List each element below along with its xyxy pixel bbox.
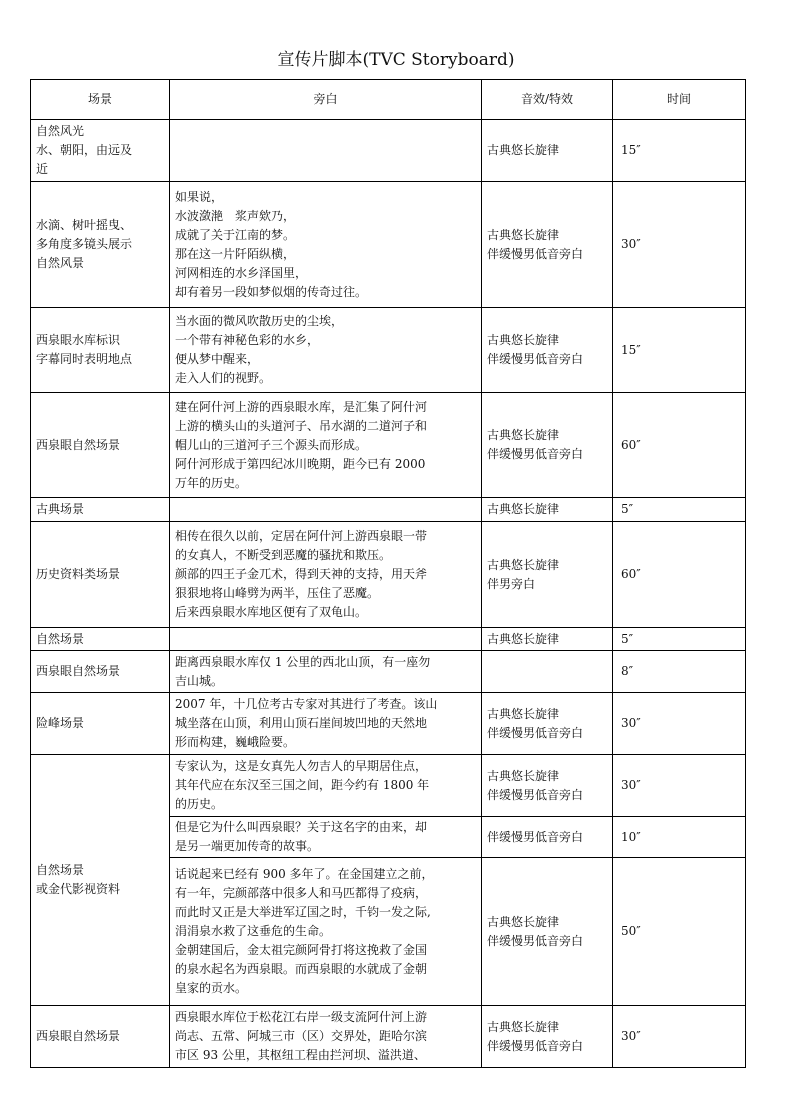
audio-cell-line: 伴缓慢男低音旁白 [487,725,584,740]
time-cell: 50″ [613,858,746,1006]
storyboard-table [30,79,746,1068]
narration-cell-line: 的泉水起名为西泉眼。而西泉眼的水就成了金朝 [175,962,428,976]
scene-cell-line: 西泉眼自然场景 [36,664,121,678]
table-row [31,120,746,182]
storyboard-body [31,120,746,1068]
audio-cell-line: 伴缓慢男低音旁白 [487,1038,584,1053]
audio-cell-line: 古典悠长旋律 [487,333,560,347]
narration-cell-line: 一个带有神秘色彩的水乡， [175,333,320,347]
time-cell: 60″ [613,393,746,498]
audio-cell-line: 伴缓慢男低音旁白 [487,447,584,461]
narration-cell-line: 距离西泉眼水库仅 1 公里的西北山顶，有一座勿 [175,654,431,669]
scene-cell [31,498,170,522]
audio-cell [482,182,613,308]
audio-cell-line: 古典悠长旋律 [487,631,560,646]
audio-cell-line: 伴缓慢男低音旁白 [487,829,584,844]
scene-cell [31,120,170,182]
narration-cell [170,120,482,182]
audio-cell [482,1006,613,1068]
narration-cell-line: 吉山城。 [175,673,224,688]
audio-cell [482,498,613,522]
narration-cell-line: 水波潋滟 浆声欸乃， [175,208,296,223]
narration-cell-line: 走入人们的视野。 [175,371,272,385]
narration-cell-line: 河网相连的水乡泽国里， [175,265,308,280]
scene-cell [31,522,170,628]
time-cell: 30″ [613,755,746,817]
scene-cell-line: 险峰场景 [36,716,85,730]
audio-cell [482,308,613,393]
audio-cell-line: 古典悠长旋律 [487,557,560,572]
narration-cell-line: 却有着另一段如梦似烟的传奇过往。 [175,284,368,299]
scene-cell-line: 自然风景 [36,256,85,270]
narration-cell-line: 西泉眼水库位于松花江右岸一级支流阿什河上游 [175,1010,428,1024]
narration-cell [170,498,482,522]
document-title: 宣传片脚本(TVC Storyboard) [277,50,515,70]
audio-cell-line: 伴缓慢男低音旁白 [487,352,584,366]
table-row [31,393,746,498]
header-scene: 场景 [31,80,170,120]
audio-cell-line: 古典悠长旋律 [487,428,560,442]
time-cell: 5″ [613,628,746,651]
narration-cell [170,693,482,755]
narration-cell-line: 皇家的贡水。 [175,981,248,995]
narration-cell-line: 话说起来已经有 900 多年了。在金国建立之前， [175,867,434,881]
narration-cell-line: 上游的横头山的头道河子、吊水湖的二道河子和 [175,418,428,433]
narration-cell-line: 尚志、五常、阿城三市（区）交界处，距哈尔滨 [175,1029,428,1043]
narration-cell-line: 后来西泉眼水库地区便有了双龟山。 [175,605,368,619]
audio-cell [482,858,613,1006]
narration-cell-line: 的历史。 [175,797,224,811]
scene-cell-line: 西泉眼自然场景 [36,1029,121,1043]
narration-cell-line: 狠狠地将山峰劈为两半，压住了恶魔。 [175,586,380,600]
table-row [31,182,746,308]
time-cell: 15″ [613,120,746,182]
narration-cell-line: 专家认为，这是女真先人勿吉人的早期居住点， [175,759,428,773]
audio-cell-line: 古典悠长旋律 [487,768,560,783]
narration-cell [170,651,482,693]
narration-cell-line: 城坐落在山顶，利用山顶石崖间坡凹地的天然地 [175,716,428,730]
scene-cell-line: 自然场景 [36,631,85,646]
time-cell: 30″ [613,182,746,308]
audio-cell-line: 伴缓慢男低音旁白 [487,933,584,948]
narration-cell-line: 市区 93 公里，其枢纽工程由拦河坝、溢洪道、 [175,1048,426,1062]
narration-cell [170,817,482,858]
header-row [31,80,746,120]
time-cell: 5″ [613,498,746,522]
audio-cell-line: 伴缓慢男低音旁白 [487,246,584,261]
time-cell: 8″ [613,651,746,693]
narration-cell-line: 涓涓泉水救了这垂危的生命。 [175,924,332,938]
time-cell: 30″ [613,1006,746,1068]
narration-cell-line: 是另一端更加传奇的故事。 [175,839,320,853]
scene-cell-line: 水、朝阳，由远及 [36,143,133,157]
time-cell: 30″ [613,693,746,755]
narration-cell-line: 形而构建，巍峨险要。 [175,735,296,749]
scene-cell [31,182,170,308]
header-audio: 音效/特效 [482,80,613,120]
table-row [31,522,746,628]
table-row [31,755,746,817]
narration-cell [170,858,482,1006]
scene-cell-line: 字幕同时表明地点 [36,352,133,366]
narration-cell-line: 其年代应在东汉至三国之间，距今约有 1800 年 [175,778,430,792]
scene-cell-line: 水滴、树叶摇曳、 [36,218,133,232]
narration-cell-line: 而此时又正是大举进军辽国之时，千钧一发之际, [175,905,431,919]
scene-cell-line: 自然风光 [36,124,85,138]
scene-cell-line: 自然场景 [36,863,85,877]
narration-cell [170,308,482,393]
narration-cell-line: 当水面的微风吹散历史的尘埃， [175,314,344,328]
narration-cell-line: 那在这一片阡陌纵横， [175,246,296,261]
narration-cell [170,182,482,308]
narration-cell [170,755,482,817]
narration-cell-line: 成就了关于江南的梦。 [175,227,296,242]
audio-cell-line: 古典悠长旋律 [487,706,560,721]
time-cell: 15″ [613,308,746,393]
scene-cell [31,628,170,651]
narration-cell-line: 金朝建国后，金太祖完颜阿骨打将这挽救了金国 [175,943,428,957]
scene-cell [31,693,170,755]
narration-cell [170,628,482,651]
scene-cell [31,308,170,393]
scene-cell-line: 古典场景 [36,502,85,516]
table-row [31,693,746,755]
scene-cell-line: 多角度多镜头展示 [36,237,133,251]
scene-cell-line: 西泉眼水库标识 [36,333,121,347]
narration-cell-line: 的女真人，不断受到恶魔的骚扰和欺压。 [175,548,392,562]
scene-cell-line: 近 [36,162,49,176]
narration-cell-line: 2007 年，十几位考古专家对其进行了考查。该山 [175,697,438,711]
audio-cell-line: 古典悠长旋律 [487,914,560,929]
scene-cell-line: 西泉眼自然场景 [36,437,121,452]
audio-cell [482,393,613,498]
audio-cell [482,522,613,628]
scene-cell-line: 或金代影视资料 [36,882,121,896]
narration-cell-line: 建在阿什河上游的西泉眼水库，是汇集了阿什河 [175,399,428,414]
narration-cell [170,393,482,498]
audio-cell [482,120,613,182]
audio-cell [482,651,613,693]
scene-cell [31,651,170,693]
audio-cell [482,755,613,817]
scene-cell [31,393,170,498]
table-row [31,498,746,522]
table-row [31,628,746,651]
narration-cell-line: 阿什河形成于第四纪冰川晚期，距今已有 2000 [175,456,426,471]
audio-cell-line: 古典悠长旋律 [487,1019,560,1034]
table-row [31,308,746,393]
narration-cell [170,522,482,628]
audio-cell-line: 古典悠长旋律 [487,227,560,242]
narration-cell-line: 如果说， [175,189,224,204]
scene-cell-line: 历史资料类场景 [36,567,121,581]
table-row [31,651,746,693]
header-time: 时间 [613,80,746,120]
audio-cell [482,817,613,858]
narration-cell-line: 便从梦中醒来， [175,352,260,366]
audio-cell-line: 古典悠长旋律 [487,502,560,516]
audio-cell [482,693,613,755]
audio-cell-line: 古典悠长旋律 [487,143,560,157]
audio-cell [482,628,613,651]
audio-cell-line: 伴男旁白 [487,576,536,591]
header-narration: 旁白 [170,80,482,120]
scene-cell [31,1006,170,1068]
table-row [31,1006,746,1068]
time-cell: 10″ [613,817,746,858]
narration-cell-line: 颜部的四王子金兀术，得到天神的支持，用天斧 [175,567,428,581]
narration-cell-line: 帽儿山的三道河子三个源头而形成。 [175,437,368,452]
narration-cell-line: 相传在很久以前，定居在阿什河上游西泉眼一带 [175,529,428,543]
narration-cell-line: 万年的历史。 [175,475,248,490]
audio-cell-line: 伴缓慢男低音旁白 [487,787,584,802]
scene-cell [31,755,170,1006]
narration-cell [170,1006,482,1068]
time-cell: 60″ [613,522,746,628]
narration-cell-line: 有一年，完颜部落中很多人和马匹都得了疫病， [175,886,428,900]
narration-cell-line: 但是它为什么叫西泉眼？关于这名字的由来，却 [175,820,428,834]
